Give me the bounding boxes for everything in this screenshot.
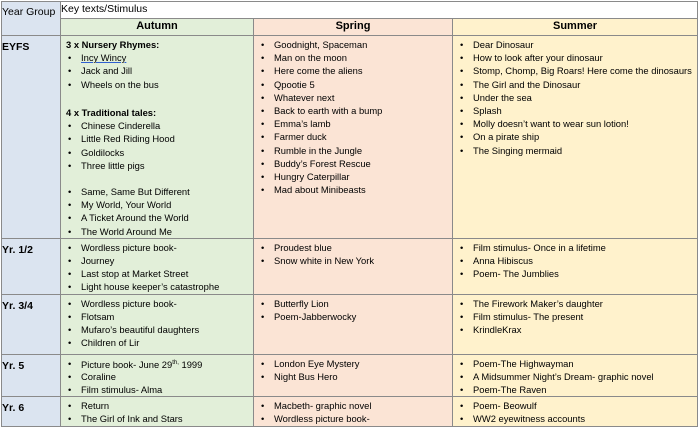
table-row <box>2 238 698 294</box>
list-item: • Chinese Cinderella <box>68 120 161 132</box>
bullet-icon: • <box>68 78 72 90</box>
spring-list <box>254 36 452 196</box>
bullet-icon: • <box>261 255 265 266</box>
list-item: • Poem- The Jumblies <box>460 268 559 280</box>
list-item: • The Firework Maker’s daughter <box>460 297 603 309</box>
list-item: • Mufaro’s beautiful daughters <box>68 323 200 335</box>
list-item: • A Ticket Around the World <box>68 212 189 224</box>
list-item: • Film stimulus- Alma <box>68 383 163 395</box>
bullet-icon: • <box>261 52 265 64</box>
bullet-icon: • <box>261 118 265 130</box>
bullet-icon: • <box>261 357 265 369</box>
autumn-cell <box>61 294 254 354</box>
title-row <box>2 2 698 19</box>
list-item: • On a pirate ship <box>460 131 540 143</box>
list-item: • Qpootie 5 <box>261 78 315 90</box>
list-item: • Farmer duck <box>261 131 327 143</box>
autumn-header: Autumn <box>61 19 254 36</box>
bullet-icon: • <box>68 337 72 349</box>
summer-cell <box>453 397 698 426</box>
spring-cell <box>254 36 453 239</box>
list-item: • Same, Same But Different <box>68 186 190 198</box>
bullet-icon: • <box>460 310 464 322</box>
list-item: • Wordless picture book- <box>261 413 370 425</box>
list-item: • Stomp, Chomp, Big Roars! Here come the dinosaurs <box>460 65 692 77</box>
table-row <box>2 36 698 239</box>
table-row <box>2 294 698 354</box>
bullet-icon: • <box>460 357 464 369</box>
bullet-icon: • <box>460 131 464 143</box>
list-item: • Poem- Beowulf <box>460 400 537 412</box>
bullet-icon: • <box>460 323 464 335</box>
bullet-icon: • <box>460 370 464 382</box>
summer-header: Summer <box>453 19 698 36</box>
list-item: • Picture book- June $29^{th,}$ 1999 <box>68 357 203 370</box>
spring-list <box>254 355 452 383</box>
bullet-icon: • <box>261 370 265 382</box>
bullet-icon: • <box>460 52 464 64</box>
summer-cell <box>453 238 698 294</box>
bullet-icon: • <box>68 323 72 335</box>
table-row <box>2 397 698 426</box>
list-item: • Hungry Caterpillar <box>261 170 350 182</box>
list-item: • Emma’s lamb <box>261 118 331 130</box>
bullet-icon: • <box>68 310 72 322</box>
bullet-icon: • <box>460 400 464 412</box>
bullet-icon: • <box>68 255 72 266</box>
bullet-icon: • <box>68 241 72 253</box>
nursery-rhymes-list <box>61 51 253 91</box>
bullet-icon: • <box>261 241 265 253</box>
bullet-icon: • <box>261 310 265 322</box>
list-item: • Wheels on the bus <box>68 78 159 90</box>
list-item: • Under the sea <box>460 91 532 103</box>
summer-list <box>453 239 697 281</box>
list-item: • Last stop at Market Street <box>68 268 189 280</box>
bullet-icon: • <box>68 357 72 369</box>
list-item: • Coraline <box>68 370 116 382</box>
list-item: • Film stimulus- Once in a lifetime <box>460 241 606 253</box>
list-item: • My World, Your World <box>68 199 172 211</box>
list-item: • Here come the aliens <box>261 65 363 77</box>
list-item: • The Girl and the Dinosaur <box>460 78 581 90</box>
spring-header: Spring <box>254 19 453 36</box>
bullet-icon: • <box>261 131 265 143</box>
key-texts-title: Key texts/Stimulus <box>61 2 698 19</box>
list-item: • Butterfly Lion <box>261 297 329 309</box>
list-item: • Rumble in the Jungle <box>261 144 363 156</box>
bullet-icon: • <box>261 91 265 103</box>
list-item: • Splash <box>460 104 502 116</box>
bullet-icon: • <box>261 144 265 156</box>
spring-cell <box>254 238 453 294</box>
bullet-icon: • <box>261 400 265 412</box>
list-item: • Journey <box>68 255 115 266</box>
bullet-icon: • <box>68 281 72 293</box>
autumn-list <box>61 355 253 397</box>
list-item: • Buddy’s Forest Rescue <box>261 157 371 169</box>
bullet-icon: • <box>68 413 72 425</box>
summer-cell <box>453 354 698 397</box>
bullet-icon: • <box>460 268 464 280</box>
list-item: • Incy Wincy <box>68 52 127 64</box>
list-item: • London Eye Mystery <box>261 357 360 369</box>
bullet-icon: • <box>68 65 72 77</box>
list-item: • Film stimulus- The present <box>460 310 584 322</box>
list-heading: 3 x Nursery Rhymes: <box>66 39 160 50</box>
list-item: • Snow white in New York <box>261 255 375 266</box>
list-item: • Wordless picture book- <box>68 297 177 309</box>
summer-list <box>453 36 697 157</box>
list-item: • KrindleKrax <box>460 323 522 335</box>
bullet-icon: • <box>261 104 265 116</box>
table-row <box>2 354 698 397</box>
bullet-icon: • <box>68 297 72 309</box>
bullet-icon: • <box>68 199 72 211</box>
summer-cell <box>453 36 698 239</box>
curriculum-table <box>1 1 698 427</box>
list-item: • Little Red Riding Hood <box>68 133 175 145</box>
autumn-cell <box>61 238 254 294</box>
list-item: • Back to earth with a bump <box>261 104 383 116</box>
bullet-icon: • <box>261 170 265 182</box>
autumn-cell <box>61 397 254 426</box>
list-item: • Goldilocks <box>68 146 125 158</box>
summer-list <box>453 355 697 397</box>
bullet-icon: • <box>460 91 464 103</box>
bullet-icon: • <box>460 118 464 130</box>
list-item: • Light house keeper’s catastrophe <box>68 281 220 293</box>
season-header-row <box>2 19 698 36</box>
list-item: • Jack and Jill <box>68 65 133 77</box>
list-item: • Night Bus Hero <box>261 370 338 382</box>
list-item: • Three little pigs <box>68 159 145 171</box>
bullet-icon: • <box>68 159 72 171</box>
spring-cell <box>254 294 453 354</box>
bullet-icon: • <box>68 268 72 280</box>
list-item: • Children of Lir <box>68 337 140 349</box>
spring-cell <box>254 354 453 397</box>
spring-list <box>254 397 452 425</box>
summer-cell <box>453 294 698 354</box>
list-item: • Macbeth- graphic novel <box>261 400 372 412</box>
list-item: • Proudest blue <box>261 241 332 253</box>
bullet-icon: • <box>68 186 72 198</box>
list-item: • A Midsummer Night’s Dream- graphic novel <box>460 370 654 382</box>
year-group-header: Year Group <box>2 2 61 36</box>
bullet-icon: • <box>68 52 72 64</box>
bullet-icon: • <box>460 383 464 395</box>
bullet-icon: • <box>460 65 464 77</box>
bullet-icon: • <box>460 241 464 253</box>
bullet-icon: • <box>261 39 265 50</box>
traditional-tales-list <box>61 119 253 172</box>
bullet-icon: • <box>68 133 72 145</box>
bullet-icon: • <box>261 157 265 169</box>
bullet-icon: • <box>460 104 464 116</box>
bullet-icon: • <box>460 144 464 156</box>
autumn-cell <box>61 36 254 239</box>
bullet-icon: • <box>460 413 464 425</box>
list-item: • Wordless picture book- <box>68 241 177 253</box>
list-item: • The Singing mermaid <box>460 144 563 156</box>
bullet-icon: • <box>261 65 265 77</box>
bullet-icon: • <box>261 297 265 309</box>
list-item: • Mad about Minibeasts <box>261 184 366 196</box>
autumn-list <box>61 239 253 294</box>
spring-list <box>254 239 452 267</box>
autumn-list <box>61 295 253 350</box>
bullet-icon: • <box>68 146 72 158</box>
bullet-icon: • <box>261 413 265 425</box>
list-item: • Return <box>68 400 110 412</box>
list-item: • Poem-Jabberwocky <box>261 310 357 322</box>
list-item: • Anna Hibiscus <box>460 255 533 266</box>
row-label: EYFS <box>2 36 61 239</box>
list-item: • Dear Dinosaur <box>460 39 534 50</box>
list-item: • How to look after your dinosaur <box>460 52 603 64</box>
row-label: Yr. 1/2 <box>2 238 61 294</box>
row-label: Yr. 3/4 <box>2 294 61 354</box>
list-item: • Whatever next <box>261 91 335 103</box>
row-label: Yr. 5 <box>2 354 61 397</box>
list-item: • Poem-The Highwayman <box>460 357 574 369</box>
list-item: • Goodnight, Spaceman <box>261 39 368 50</box>
list-item: • Man on the moon <box>261 52 347 64</box>
bullet-icon: • <box>261 78 265 90</box>
spring-cell <box>254 397 453 426</box>
bullet-icon: • <box>68 225 72 237</box>
bullet-icon: • <box>68 400 72 412</box>
list-item: • The World Around Me <box>68 225 173 237</box>
summer-list <box>453 295 697 337</box>
list-item: • The Girl of Ink and Stars <box>68 413 183 425</box>
list-item: • Molly doesn’t want to wear sun lotion! <box>460 118 629 130</box>
bullet-icon: • <box>68 212 72 224</box>
summer-list <box>453 397 697 425</box>
bullet-icon: • <box>460 255 464 266</box>
world-books-list <box>61 185 253 238</box>
autumn-cell <box>61 354 254 397</box>
list-item: • Poem-The Raven <box>460 383 547 395</box>
bullet-icon: • <box>460 297 464 309</box>
spring-list <box>254 295 452 323</box>
bullet-icon: • <box>68 120 72 132</box>
row-label: Yr. 6 <box>2 397 61 426</box>
list-heading: 4 x Traditional tales: <box>66 106 157 118</box>
bullet-icon: • <box>460 78 464 90</box>
list-item: • Flotsam <box>68 310 115 322</box>
bullet-icon: • <box>68 383 72 395</box>
autumn-list <box>61 397 253 425</box>
bullet-icon: • <box>460 39 464 50</box>
bullet-icon: • <box>68 370 72 382</box>
bullet-icon: • <box>261 184 265 196</box>
list-item: • WW2 eyewitness accounts <box>460 413 586 425</box>
